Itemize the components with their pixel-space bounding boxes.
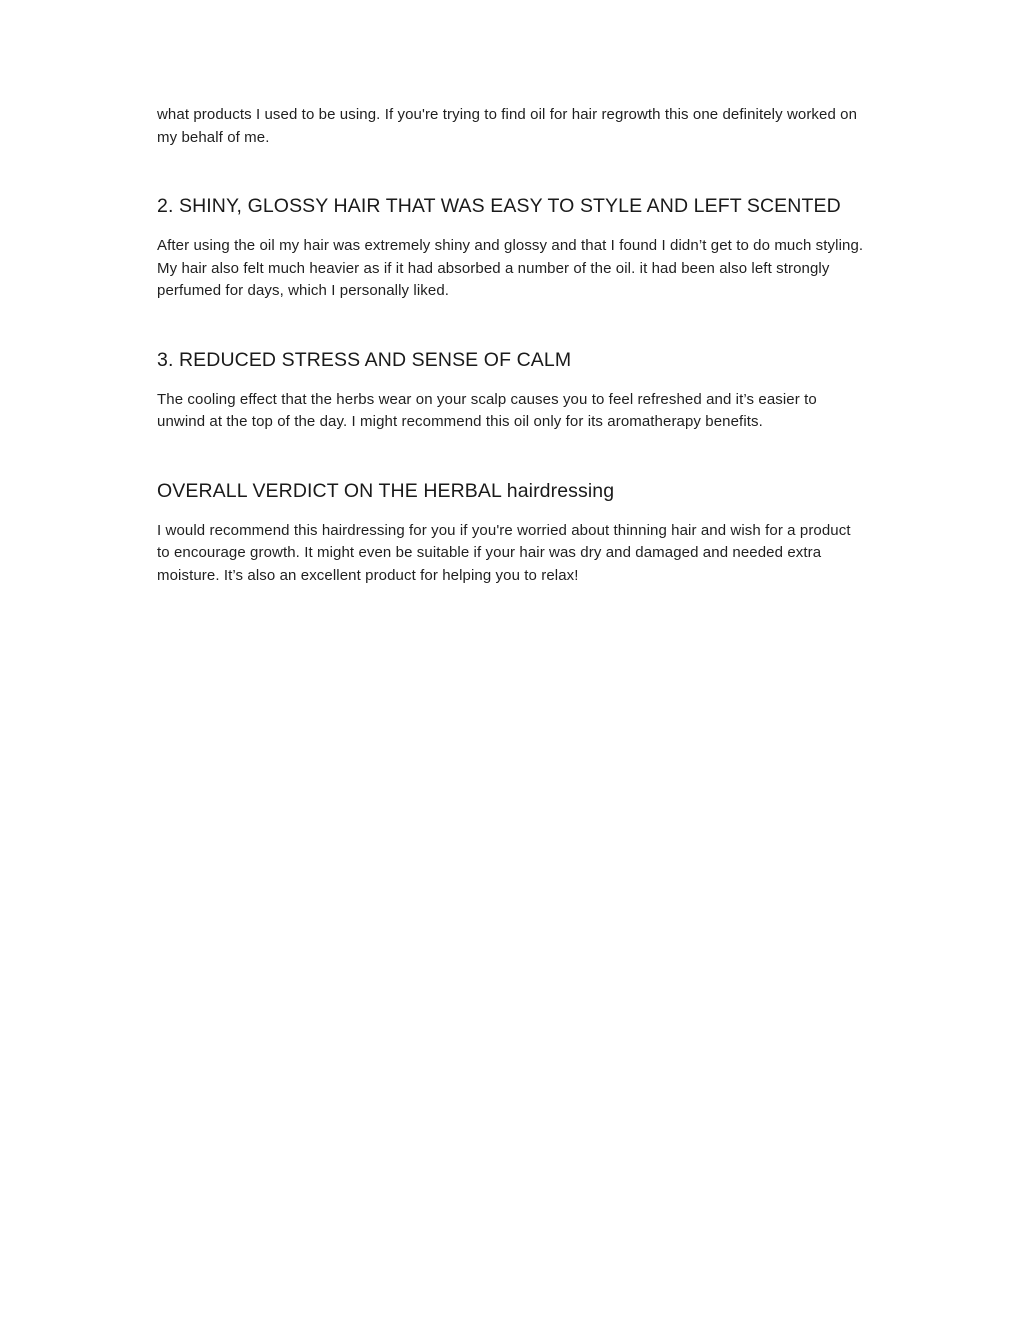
section-heading-overall-verdict: OVERALL VERDICT ON THE HERBAL hairdressing	[157, 479, 615, 502]
section-paragraph-overall-verdict: I would recommend this hairdressing for you if you're worried about thinning hair and wish for a product to encourage growth. It might even be suitable if your hair was dry and damaged and needed extra moisture. It’s also an excellent product for helping you to relax!	[157, 521, 851, 584]
section-paragraph-reduced-stress: The cooling effect that the herbs wear on your scalp causes you to feel refreshed and it’s easier to unwind at the top of the day. I might recommend this oil only for its aromatherapy benefits.	[157, 390, 817, 430]
section-heading-reduced-stress: 3. REDUCED STRESS AND SENSE OF CALM	[157, 348, 572, 371]
section-paragraph-shiny-glossy-hair: After using the oil my hair was extremely shiny and glossy and that I found I didn’t get to do much styling. My hair also felt much heavier as if it had absorbed a number of the oil. it had been also left strongly perfumed for days, which I personally liked.	[157, 237, 864, 299]
intro-paragraph: what products I used to be using. If you're trying to find oil for hair regrowth this one definitely worked on my behalf of me.	[157, 106, 858, 146]
section-heading-shiny-glossy-hair: 2. SHINY, GLOSSY HAIR THAT WAS EASY TO STYLE AND LEFT SCENTED	[157, 195, 841, 217]
